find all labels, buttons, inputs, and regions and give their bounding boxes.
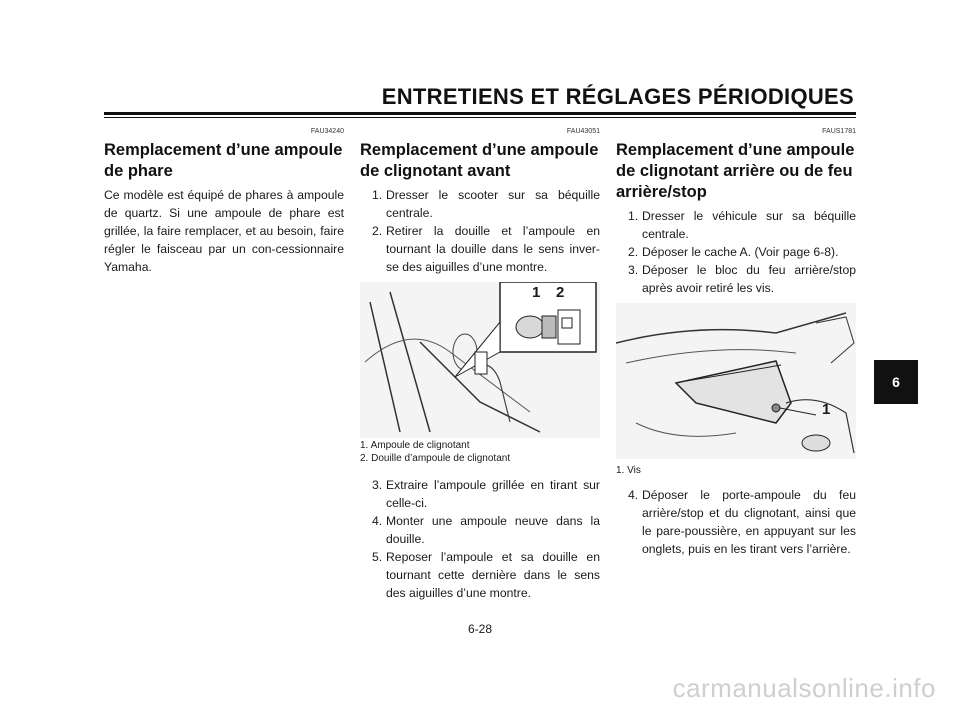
figure-caption: 2. Douille d’ampoule de clignotant: [360, 453, 511, 464]
rear-light-drawing: [616, 303, 856, 459]
section-code: FAUS1781: [822, 128, 856, 135]
header-rule-thin: [104, 117, 856, 118]
section-heading: Remplacement d’une ampoule de clignotant arrière ou de feu arrière/stop: [616, 141, 855, 201]
page-header-title: ENTRETIENS ET RÉGLAGES PÉRIODIQUES: [381, 84, 854, 109]
page-number: 6-28: [467, 622, 493, 636]
section-code: FAU43051: [566, 128, 600, 135]
front-indicator-illustration: [360, 282, 600, 438]
header-rule: [104, 112, 856, 115]
step-item: 5. Reposer l’ampoule et sa douille en tournant cette dernière dans le sens des aiguilles d’une montre.: [372, 550, 600, 600]
step-item: 4. Monter une ampoule neuve dans la douille.: [372, 514, 600, 546]
callout-label: 2: [556, 284, 565, 301]
steps-list: [616, 207, 856, 297]
chapter-tab: 6: [874, 360, 918, 404]
rear-light-illustration: [616, 303, 856, 459]
step-item: 1. Dresser le véhicule sur sa béquille centrale.: [628, 209, 856, 241]
section-body: Ce modèle est équipé de phares à ampoule de quartz. Si une ampoule de phare est grillée, la faire remplacer, et au besoin, faire régler le faisceau par un con-cessionnaire Yamaha.: [104, 188, 344, 274]
section-heading: Remplacement d’une ampoule de phare: [104, 141, 343, 180]
step-item: 2. Déposer le cache A. (Voir page 6-8).: [628, 245, 839, 259]
figure-caption: 1. Ampoule de clignotant: [360, 440, 470, 451]
figure-caption: 1. Vis: [616, 465, 641, 476]
column-rear-light: [616, 128, 856, 558]
column-front-indicator: [360, 128, 600, 602]
steps-list: [616, 486, 856, 558]
step-item: 3. Extraire l’ampoule grillée en tirant sur celle-ci.: [372, 478, 600, 510]
column-headlight: [104, 128, 344, 276]
step-item: 2. Retirer la douille et l’ampoule en tournant la douille dans le sens inver-se des aiguilles d’une montre.: [372, 224, 600, 274]
callout-label: 1: [532, 284, 541, 301]
callout-label: 1: [822, 401, 831, 418]
section-code: FAU34240: [310, 128, 344, 135]
steps-list: [360, 186, 600, 276]
step-item: 4. Déposer le porte-ampoule du feu arrière/stop et du clignotant, ainsi que le pare-poussière, en appuyant sur les onglets, puis en les tirant vers l’arrière.: [628, 488, 856, 556]
front-indicator-drawing: [360, 282, 600, 438]
watermark: carmanualsonline.info: [672, 673, 936, 703]
step-item: 3. Déposer le bloc du feu arrière/stop après avoir retiré les vis.: [628, 263, 856, 295]
step-item: 1. Dresser le scooter sur sa béquille centrale.: [372, 188, 600, 220]
steps-list: [360, 476, 600, 602]
section-heading: Remplacement d’une ampoule de clignotant avant: [360, 141, 599, 180]
